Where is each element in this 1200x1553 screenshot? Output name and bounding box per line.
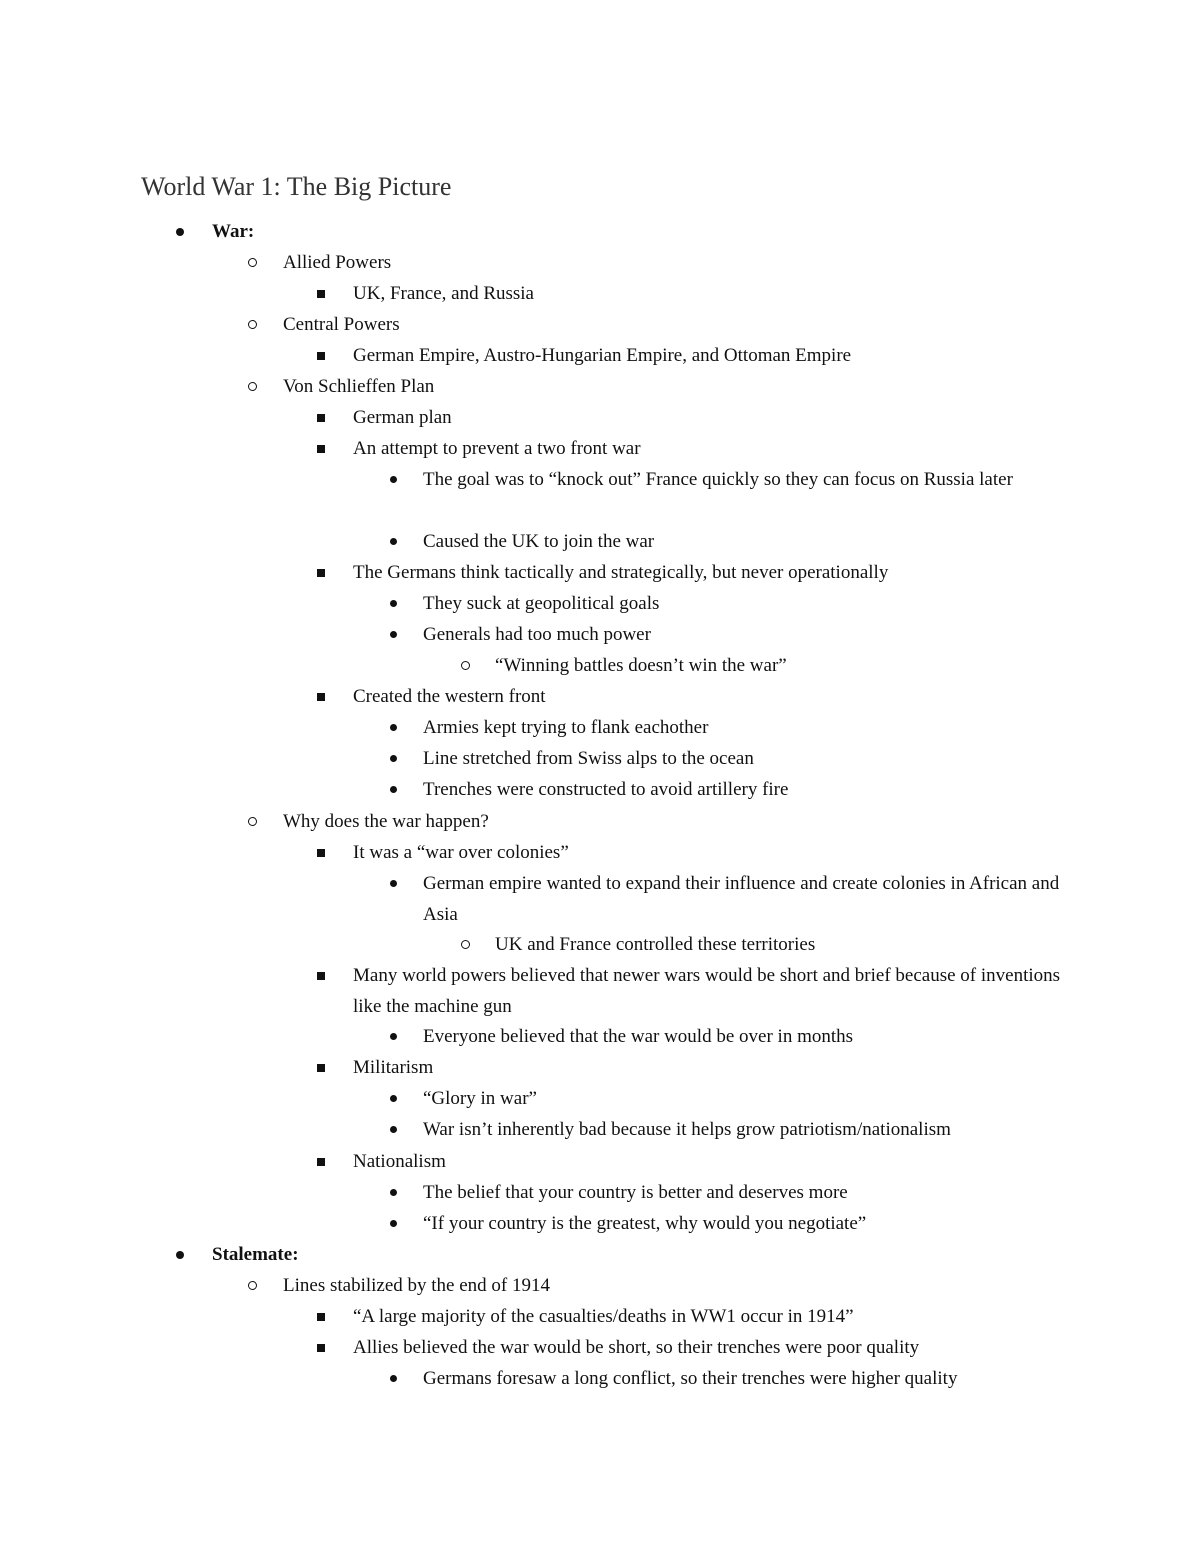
- disc-bullet-icon: [176, 1251, 184, 1259]
- disc-bullet-icon: [390, 786, 397, 793]
- list-item: Central Powers: [240, 309, 400, 340]
- list-item: German empire wanted to expand their influence and create colonies in African and Asia: [382, 868, 1082, 930]
- circle-bullet-icon: [248, 1281, 257, 1290]
- section-heading-stalemate: [170, 1239, 299, 1270]
- disc-bullet-icon: [390, 538, 397, 545]
- list-item: Nationalism: [310, 1146, 446, 1177]
- disc-bullet-icon: [390, 724, 397, 731]
- disc-bullet-icon: [390, 1220, 397, 1227]
- list-item: The Germans think tactically and strategically, but never operationally: [310, 557, 888, 588]
- square-bullet-icon: [317, 445, 325, 453]
- square-bullet-icon: [317, 290, 325, 298]
- list-item: Von Schlieffen Plan: [240, 371, 434, 402]
- list-item: Why does the war happen?: [240, 806, 489, 837]
- list-item: They suck at geopolitical goals: [382, 588, 659, 619]
- list-item: An attempt to prevent a two front war: [310, 433, 641, 464]
- section-heading-label: War:: [212, 221, 255, 242]
- disc-bullet-icon: [390, 1126, 397, 1133]
- list-item: UK and France controlled these territories: [452, 929, 815, 960]
- list-item: Line stretched from Swiss alps to the ocean: [382, 743, 754, 774]
- list-item: War isn’t inherently bad because it helps grow patriotism/nationalism: [382, 1114, 951, 1145]
- square-bullet-icon: [317, 352, 325, 360]
- square-bullet-icon: [317, 1064, 325, 1072]
- disc-bullet-icon: [390, 880, 397, 887]
- square-bullet-icon: [317, 1313, 325, 1321]
- document-title: World War 1: The Big Picture: [141, 172, 452, 201]
- list-item: “If your country is the greatest, why would you negotiate”: [382, 1208, 866, 1239]
- square-bullet-icon: [317, 849, 325, 857]
- list-item: “A large majority of the casualties/deaths in WW1 occur in 1914”: [310, 1301, 854, 1332]
- section-heading-war: [170, 216, 254, 247]
- square-bullet-icon: [317, 569, 325, 577]
- square-bullet-icon: [317, 972, 325, 980]
- disc-bullet-icon: [390, 600, 397, 607]
- list-item: The goal was to “knock out” France quickly so they can focus on Russia later: [382, 464, 1082, 495]
- list-item: German Empire, Austro-Hungarian Empire, and Ottoman Empire: [310, 340, 851, 371]
- list-item: Caused the UK to join the war: [382, 526, 654, 557]
- list-item: Allied Powers: [240, 247, 391, 278]
- list-item: Germans foresaw a long conflict, so their trenches were higher quality: [382, 1363, 957, 1394]
- disc-bullet-icon: [390, 631, 397, 638]
- list-item: It was a “war over colonies”: [310, 837, 569, 868]
- list-item: “Glory in war”: [382, 1083, 537, 1114]
- list-item: Many world powers believed that newer wars would be short and brief because of inventions like the machine gun: [310, 960, 1100, 1022]
- square-bullet-icon: [317, 1158, 325, 1166]
- list-item: Created the western front: [310, 681, 546, 712]
- list-item: Militarism: [310, 1052, 433, 1083]
- list-item: UK, France, and Russia: [310, 278, 534, 309]
- disc-bullet-icon: [390, 1095, 397, 1102]
- circle-bullet-icon: [248, 258, 257, 267]
- list-item: “Winning battles doesn’t win the war”: [452, 650, 787, 681]
- disc-bullet-icon: [390, 1033, 397, 1040]
- list-item: German plan: [310, 402, 452, 433]
- disc-bullet-icon: [176, 228, 184, 236]
- list-item: Trenches were constructed to avoid artillery fire: [382, 774, 788, 805]
- section-heading-label: Stalemate:: [212, 1244, 299, 1265]
- disc-bullet-icon: [390, 755, 397, 762]
- list-item: Lines stabilized by the end of 1914: [240, 1270, 550, 1301]
- list-item: Allies believed the war would be short, so their trenches were poor quality: [310, 1332, 919, 1363]
- circle-bullet-icon: [461, 661, 470, 670]
- circle-bullet-icon: [248, 320, 257, 329]
- disc-bullet-icon: [390, 1375, 397, 1382]
- list-item: Armies kept trying to flank eachother: [382, 712, 708, 743]
- circle-bullet-icon: [248, 817, 257, 826]
- list-item: Generals had too much power: [382, 619, 651, 650]
- square-bullet-icon: [317, 414, 325, 422]
- circle-bullet-icon: [248, 382, 257, 391]
- disc-bullet-icon: [390, 1189, 397, 1196]
- circle-bullet-icon: [461, 940, 470, 949]
- disc-bullet-icon: [390, 476, 397, 483]
- list-item: The belief that your country is better and deserves more: [382, 1177, 848, 1208]
- list-item: Everyone believed that the war would be over in months: [382, 1021, 853, 1052]
- square-bullet-icon: [317, 693, 325, 701]
- square-bullet-icon: [317, 1344, 325, 1352]
